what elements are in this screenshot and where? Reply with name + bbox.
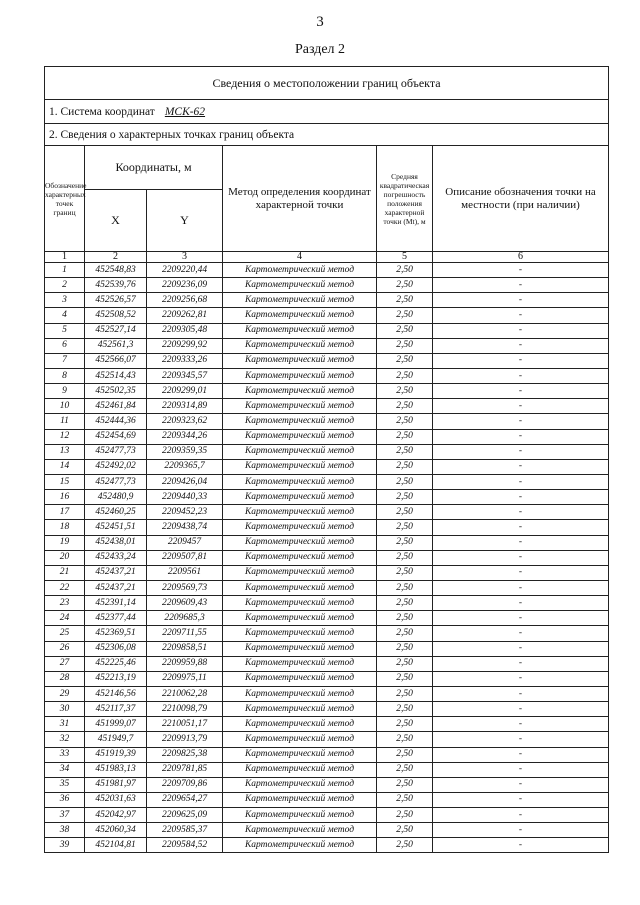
cell-x-coordinate: 451999,07 — [85, 717, 147, 732]
cell-x-coordinate: 452104,81 — [85, 838, 147, 853]
cell-error-value: 2,50 — [377, 384, 433, 399]
cell-error-value: 2,50 — [377, 641, 433, 656]
cell-error-value: 2,50 — [377, 747, 433, 762]
cell-description: - — [433, 762, 609, 777]
cell-method: Картометрический метод — [223, 641, 377, 656]
cell-error-value: 2,50 — [377, 671, 433, 686]
cell-error-value: 2,50 — [377, 459, 433, 474]
cell-description: - — [433, 777, 609, 792]
cell-x-coordinate: 451981,97 — [85, 777, 147, 792]
col-number: 6 — [433, 252, 609, 263]
cell-point-number: 12 — [45, 429, 85, 444]
table-row — [45, 838, 609, 853]
cell-description: - — [433, 732, 609, 747]
cell-error-value: 2,50 — [377, 732, 433, 747]
cell-description: - — [433, 611, 609, 626]
cell-method: Картометрический метод — [223, 263, 377, 278]
cell-method: Картометрический метод — [223, 474, 377, 489]
cell-description: - — [433, 278, 609, 293]
table-row — [45, 808, 609, 823]
cell-x-coordinate: 452561,3 — [85, 338, 147, 353]
cell-x-coordinate: 452060,34 — [85, 823, 147, 838]
cell-error-value: 2,50 — [377, 520, 433, 535]
table-row — [45, 444, 609, 459]
table-banner: Сведения о местоположении границ объекта — [45, 67, 609, 100]
cell-description: - — [433, 656, 609, 671]
header-error: Средняя квадратическая погрешность положения характерной точки (Mt), м — [377, 146, 433, 252]
table-row — [45, 308, 609, 323]
cell-x-coordinate: 452225,46 — [85, 656, 147, 671]
cell-method: Картометрический метод — [223, 777, 377, 792]
cell-description: - — [433, 353, 609, 368]
cell-method: Картометрический метод — [223, 323, 377, 338]
cell-method: Картометрический метод — [223, 353, 377, 368]
cell-point-number: 29 — [45, 686, 85, 701]
cell-point-number: 25 — [45, 626, 85, 641]
cell-method: Картометрический метод — [223, 792, 377, 807]
cell-x-coordinate: 452437,21 — [85, 580, 147, 595]
cell-y-coordinate: 2209365,7 — [147, 459, 223, 474]
cell-description: - — [433, 399, 609, 414]
table-row — [45, 550, 609, 565]
cell-point-number: 33 — [45, 747, 85, 762]
cell-method: Картометрический метод — [223, 565, 377, 580]
cell-description: - — [433, 308, 609, 323]
table-row — [45, 323, 609, 338]
cell-error-value: 2,50 — [377, 308, 433, 323]
cell-description: - — [433, 505, 609, 520]
cell-x-coordinate: 452438,01 — [85, 535, 147, 550]
cell-error-value: 2,50 — [377, 293, 433, 308]
cell-method: Картометрический метод — [223, 838, 377, 853]
cell-point-number: 4 — [45, 308, 85, 323]
table-row — [45, 762, 609, 777]
cell-x-coordinate: 452492,02 — [85, 459, 147, 474]
table-row — [45, 384, 609, 399]
cell-y-coordinate: 2209359,35 — [147, 444, 223, 459]
table-row — [45, 717, 609, 732]
cell-y-coordinate: 2209323,62 — [147, 414, 223, 429]
cell-y-coordinate: 2209236,09 — [147, 278, 223, 293]
cell-description: - — [433, 747, 609, 762]
table-row — [45, 777, 609, 792]
cell-method: Картометрический метод — [223, 429, 377, 444]
cell-description: - — [433, 384, 609, 399]
cell-x-coordinate: 452437,21 — [85, 565, 147, 580]
cell-description: - — [433, 717, 609, 732]
table-row — [45, 429, 609, 444]
cell-method: Картометрический метод — [223, 459, 377, 474]
cell-description: - — [433, 702, 609, 717]
table-row — [45, 626, 609, 641]
cell-description: - — [433, 686, 609, 701]
cell-y-coordinate: 2209333,26 — [147, 353, 223, 368]
cell-description: - — [433, 444, 609, 459]
cell-y-coordinate: 2209654,27 — [147, 792, 223, 807]
cell-x-coordinate: 452514,43 — [85, 368, 147, 383]
cell-point-number: 17 — [45, 505, 85, 520]
cell-description: - — [433, 626, 609, 641]
cell-point-number: 28 — [45, 671, 85, 686]
cell-y-coordinate: 2209585,37 — [147, 823, 223, 838]
cell-point-number: 9 — [45, 384, 85, 399]
cell-x-coordinate: 452444,36 — [85, 414, 147, 429]
table-row — [45, 459, 609, 474]
cell-y-coordinate: 2209507,81 — [147, 550, 223, 565]
cell-error-value: 2,50 — [377, 535, 433, 550]
cell-point-number: 31 — [45, 717, 85, 732]
cell-error-value: 2,50 — [377, 263, 433, 278]
table-row — [45, 520, 609, 535]
cell-method: Картометрический метод — [223, 384, 377, 399]
cell-point-number: 6 — [45, 338, 85, 353]
column-number-row — [45, 252, 609, 263]
table-row — [45, 565, 609, 580]
col-number: 3 — [147, 252, 223, 263]
cell-point-number: 20 — [45, 550, 85, 565]
cell-y-coordinate: 2209299,01 — [147, 384, 223, 399]
cell-error-value: 2,50 — [377, 278, 433, 293]
cell-description: - — [433, 263, 609, 278]
col-number: 5 — [377, 252, 433, 263]
cell-point-number: 18 — [45, 520, 85, 535]
cell-method: Картометрический метод — [223, 505, 377, 520]
table-row — [45, 474, 609, 489]
cell-x-coordinate: 452454,69 — [85, 429, 147, 444]
cell-method: Картометрический метод — [223, 762, 377, 777]
header-point-name: Обозначение характерных точек границ — [45, 146, 85, 252]
cell-method: Картометрический метод — [223, 656, 377, 671]
col-number: 4 — [223, 252, 377, 263]
cell-method: Картометрический метод — [223, 596, 377, 611]
cell-y-coordinate: 2209711,55 — [147, 626, 223, 641]
cell-description: - — [433, 459, 609, 474]
cell-method: Картометрический метод — [223, 293, 377, 308]
cell-y-coordinate: 2209438,74 — [147, 520, 223, 535]
cell-method: Картометрический метод — [223, 686, 377, 701]
cell-x-coordinate: 452451,51 — [85, 520, 147, 535]
cell-error-value: 2,50 — [377, 823, 433, 838]
cell-error-value: 2,50 — [377, 565, 433, 580]
table-row — [45, 505, 609, 520]
cell-point-number: 38 — [45, 823, 85, 838]
header-x: X — [85, 190, 147, 252]
cell-x-coordinate: 452480,9 — [85, 490, 147, 505]
cell-y-coordinate: 2209781,85 — [147, 762, 223, 777]
cell-point-number: 15 — [45, 474, 85, 489]
cell-error-value: 2,50 — [377, 838, 433, 853]
cell-point-number: 34 — [45, 762, 85, 777]
table-row — [45, 792, 609, 807]
cell-y-coordinate: 2209220,44 — [147, 263, 223, 278]
cell-x-coordinate: 452508,52 — [85, 308, 147, 323]
cell-error-value: 2,50 — [377, 474, 433, 489]
cell-x-coordinate: 452391,14 — [85, 596, 147, 611]
cell-y-coordinate: 2210062,28 — [147, 686, 223, 701]
cell-y-coordinate: 2209305,48 — [147, 323, 223, 338]
cell-error-value: 2,50 — [377, 596, 433, 611]
cell-y-coordinate: 2209858,51 — [147, 641, 223, 656]
cell-description: - — [433, 671, 609, 686]
cell-point-number: 3 — [45, 293, 85, 308]
cell-point-number: 32 — [45, 732, 85, 747]
header-coords: Координаты, м — [85, 146, 223, 190]
cell-error-value: 2,50 — [377, 444, 433, 459]
cell-method: Картометрический метод — [223, 717, 377, 732]
table-row — [45, 656, 609, 671]
cell-description: - — [433, 550, 609, 565]
header-y: Y — [147, 190, 223, 252]
cell-description: - — [433, 792, 609, 807]
cell-point-number: 37 — [45, 808, 85, 823]
cell-point-number: 16 — [45, 490, 85, 505]
cell-error-value: 2,50 — [377, 656, 433, 671]
cell-y-coordinate: 2209299,92 — [147, 338, 223, 353]
cell-method: Картометрический метод — [223, 823, 377, 838]
table-row — [45, 641, 609, 656]
cell-description: - — [433, 580, 609, 595]
cell-error-value: 2,50 — [377, 717, 433, 732]
cell-y-coordinate: 2209625,09 — [147, 808, 223, 823]
table-row — [45, 399, 609, 414]
cell-x-coordinate: 452213,19 — [85, 671, 147, 686]
cell-x-coordinate: 451919,39 — [85, 747, 147, 762]
cell-x-coordinate: 452502,35 — [85, 384, 147, 399]
header-description: Описание обозначения точки на местности (при наличии) — [433, 146, 609, 252]
table-row — [45, 353, 609, 368]
cell-x-coordinate: 452477,73 — [85, 474, 147, 489]
cell-point-number: 1 — [45, 263, 85, 278]
cell-x-coordinate: 452433,24 — [85, 550, 147, 565]
cell-method: Картометрический метод — [223, 611, 377, 626]
cell-description: - — [433, 596, 609, 611]
cell-x-coordinate: 452377,44 — [85, 611, 147, 626]
cell-error-value: 2,50 — [377, 686, 433, 701]
cell-error-value: 2,50 — [377, 626, 433, 641]
cell-y-coordinate: 2209452,23 — [147, 505, 223, 520]
cell-error-value: 2,50 — [377, 399, 433, 414]
table-row — [45, 671, 609, 686]
cell-description: - — [433, 808, 609, 823]
cell-method: Картометрический метод — [223, 732, 377, 747]
cell-x-coordinate: 451949,7 — [85, 732, 147, 747]
cell-error-value: 2,50 — [377, 414, 433, 429]
cell-error-value: 2,50 — [377, 368, 433, 383]
cell-point-number: 2 — [45, 278, 85, 293]
cell-y-coordinate: 2209825,38 — [147, 747, 223, 762]
cell-point-number: 13 — [45, 444, 85, 459]
cell-description: - — [433, 838, 609, 853]
cell-point-number: 23 — [45, 596, 85, 611]
cell-method: Картометрический метод — [223, 535, 377, 550]
table-row — [45, 732, 609, 747]
cell-x-coordinate: 452117,37 — [85, 702, 147, 717]
cell-y-coordinate: 2209457 — [147, 535, 223, 550]
table-row — [45, 490, 609, 505]
cell-error-value: 2,50 — [377, 505, 433, 520]
cell-x-coordinate: 452042,97 — [85, 808, 147, 823]
cell-y-coordinate: 2209569,73 — [147, 580, 223, 595]
cell-y-coordinate: 2209685,3 — [147, 611, 223, 626]
cell-point-number: 36 — [45, 792, 85, 807]
points-section-label: 2. Сведения о характерных точках границ объекта — [45, 124, 609, 146]
cell-description: - — [433, 535, 609, 550]
cell-x-coordinate: 452527,14 — [85, 323, 147, 338]
cell-description: - — [433, 414, 609, 429]
cell-error-value: 2,50 — [377, 762, 433, 777]
cell-point-number: 21 — [45, 565, 85, 580]
cell-method: Картометрический метод — [223, 338, 377, 353]
section-title: Раздел 2 — [294, 42, 346, 57]
cell-y-coordinate: 2209426,04 — [147, 474, 223, 489]
table-row — [45, 686, 609, 701]
cell-error-value: 2,50 — [377, 702, 433, 717]
cell-description: - — [433, 293, 609, 308]
cell-point-number: 7 — [45, 353, 85, 368]
cell-point-number: 10 — [45, 399, 85, 414]
cell-description: - — [433, 823, 609, 838]
cell-point-number: 27 — [45, 656, 85, 671]
cell-y-coordinate: 2209345,57 — [147, 368, 223, 383]
cell-error-value: 2,50 — [377, 338, 433, 353]
coord-system-row — [45, 100, 609, 124]
cell-y-coordinate: 2210051,17 — [147, 717, 223, 732]
table-row — [45, 278, 609, 293]
cell-description: - — [433, 338, 609, 353]
page-number: 3 — [316, 14, 324, 30]
cell-error-value: 2,50 — [377, 777, 433, 792]
table-row — [45, 823, 609, 838]
cell-x-coordinate: 452548,83 — [85, 263, 147, 278]
cell-y-coordinate: 2210098,79 — [147, 702, 223, 717]
cell-method: Картометрический метод — [223, 368, 377, 383]
cell-y-coordinate: 2209709,86 — [147, 777, 223, 792]
cell-x-coordinate: 452539,76 — [85, 278, 147, 293]
cell-error-value: 2,50 — [377, 550, 433, 565]
table-row — [45, 338, 609, 353]
cell-x-coordinate: 452566,07 — [85, 353, 147, 368]
cell-y-coordinate: 2209913,79 — [147, 732, 223, 747]
cell-point-number: 22 — [45, 580, 85, 595]
cell-method: Картометрический метод — [223, 414, 377, 429]
cell-method: Картометрический метод — [223, 702, 377, 717]
cell-description: - — [433, 490, 609, 505]
cell-x-coordinate: 452460,25 — [85, 505, 147, 520]
col-number: 1 — [45, 252, 85, 263]
cell-error-value: 2,50 — [377, 580, 433, 595]
coord-system-value: МСК-62 — [164, 105, 206, 118]
cell-error-value: 2,50 — [377, 792, 433, 807]
boundary-points-table — [44, 66, 609, 853]
cell-point-number: 19 — [45, 535, 85, 550]
table-row — [45, 596, 609, 611]
cell-point-number: 11 — [45, 414, 85, 429]
table-row — [45, 702, 609, 717]
cell-y-coordinate: 2209584,52 — [147, 838, 223, 853]
cell-y-coordinate: 2209440,33 — [147, 490, 223, 505]
cell-error-value: 2,50 — [377, 323, 433, 338]
cell-error-value: 2,50 — [377, 353, 433, 368]
cell-method: Картометрический метод — [223, 671, 377, 686]
table-row — [45, 368, 609, 383]
cell-x-coordinate: 452369,51 — [85, 626, 147, 641]
cell-y-coordinate: 2209262,81 — [147, 308, 223, 323]
cell-error-value: 2,50 — [377, 808, 433, 823]
cell-description: - — [433, 474, 609, 489]
header-method: Метод определения координат характерной точки — [223, 146, 377, 252]
cell-point-number: 5 — [45, 323, 85, 338]
cell-description: - — [433, 520, 609, 535]
cell-x-coordinate: 452526,57 — [85, 293, 147, 308]
cell-method: Картометрический метод — [223, 550, 377, 565]
table-row — [45, 263, 609, 278]
cell-x-coordinate: 452146,56 — [85, 686, 147, 701]
cell-x-coordinate: 452031,63 — [85, 792, 147, 807]
cell-y-coordinate: 2209561 — [147, 565, 223, 580]
cell-y-coordinate: 2209609,43 — [147, 596, 223, 611]
table-row — [45, 293, 609, 308]
cell-method: Картометрический метод — [223, 278, 377, 293]
table-row — [45, 747, 609, 762]
table-row — [45, 580, 609, 595]
cell-error-value: 2,50 — [377, 490, 433, 505]
cell-method: Картометрический метод — [223, 626, 377, 641]
coord-system-label: 1. Система координат — [49, 105, 155, 118]
cell-x-coordinate: 451983,13 — [85, 762, 147, 777]
cell-point-number: 39 — [45, 838, 85, 853]
cell-point-number: 35 — [45, 777, 85, 792]
table-row — [45, 414, 609, 429]
cell-method: Картометрический метод — [223, 808, 377, 823]
cell-point-number: 8 — [45, 368, 85, 383]
cell-method: Картометрический метод — [223, 444, 377, 459]
cell-method: Картометрический метод — [223, 490, 377, 505]
cell-method: Картометрический метод — [223, 520, 377, 535]
cell-description: - — [433, 565, 609, 580]
cell-description: - — [433, 368, 609, 383]
col-number: 2 — [85, 252, 147, 263]
cell-error-value: 2,50 — [377, 611, 433, 626]
cell-x-coordinate: 452461,84 — [85, 399, 147, 414]
cell-description: - — [433, 323, 609, 338]
cell-method: Картометрический метод — [223, 308, 377, 323]
cell-point-number: 30 — [45, 702, 85, 717]
cell-x-coordinate: 452477,73 — [85, 444, 147, 459]
cell-point-number: 26 — [45, 641, 85, 656]
cell-description: - — [433, 429, 609, 444]
cell-y-coordinate: 2209344,26 — [147, 429, 223, 444]
cell-y-coordinate: 2209975,11 — [147, 671, 223, 686]
cell-y-coordinate: 2209314,89 — [147, 399, 223, 414]
cell-y-coordinate: 2209256,68 — [147, 293, 223, 308]
table-row — [45, 535, 609, 550]
cell-method: Картометрический метод — [223, 747, 377, 762]
cell-point-number: 24 — [45, 611, 85, 626]
cell-method: Картометрический метод — [223, 580, 377, 595]
cell-y-coordinate: 2209959,88 — [147, 656, 223, 671]
cell-x-coordinate: 452306,08 — [85, 641, 147, 656]
table-row — [45, 611, 609, 626]
cell-method: Картометрический метод — [223, 399, 377, 414]
cell-error-value: 2,50 — [377, 429, 433, 444]
cell-point-number: 14 — [45, 459, 85, 474]
cell-description: - — [433, 641, 609, 656]
